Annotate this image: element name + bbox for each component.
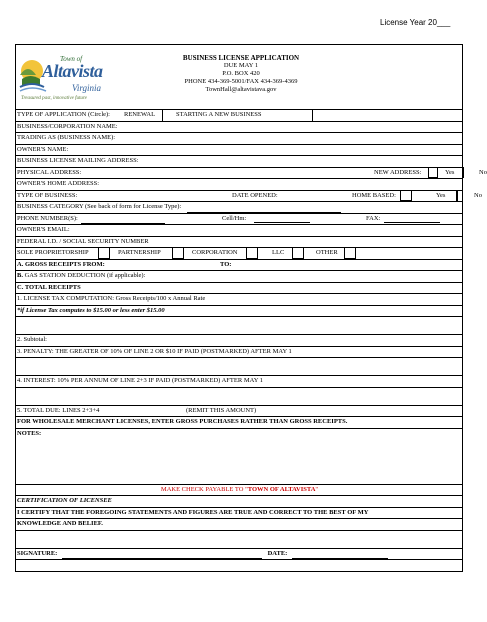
certification-row <box>15 496 463 508</box>
trading-as-row[interactable] <box>15 133 463 145</box>
date-opened-label: DATE OPENED: <box>232 191 278 199</box>
other-checkbox[interactable] <box>344 247 356 259</box>
check-payable-suffix: " <box>315 485 319 493</box>
line5-row[interactable] <box>15 406 463 418</box>
gross-receipts-row[interactable] <box>15 260 463 272</box>
corporation-name-row[interactable] <box>15 122 463 134</box>
divider <box>312 109 313 121</box>
form-header <box>15 44 463 110</box>
owner-name-label: OWNER'S NAME: <box>17 145 69 153</box>
application-type-label: TYPE OF APPLICATION (Circle): <box>17 111 110 118</box>
owner-home-address-row[interactable] <box>15 179 463 191</box>
line1-note-row <box>15 306 463 318</box>
line5-label: 5. TOTAL DUE: LINES 2+3+4 <box>17 406 100 414</box>
divider <box>456 190 458 202</box>
gross-receipts-to-label: TO: <box>220 260 232 268</box>
po-box: P.O. BOX 420 <box>222 70 260 77</box>
owner-email-label: OWNER'S EMAIL: <box>17 226 70 233</box>
home-based-yes: Yes <box>436 191 446 199</box>
wholesale-note: FOR WHOLESALE MERCHANT LICENSES, ENTER GROSS PURCHASES RATHER THAN GROSS RECEIPTS. <box>17 418 348 425</box>
sole-proprietorship-label: SOLE PROPRIETORSHIP <box>17 249 89 256</box>
line1-label: 1. LICENSE TAX COMPUTATION: Gross Receipts/100 x Annual Rate <box>17 295 206 302</box>
home-based-no: No <box>474 191 482 199</box>
application-type-row <box>15 110 463 122</box>
new-business-option[interactable]: STARTING A NEW BUSINESS <box>176 111 262 118</box>
line4-spacer[interactable] <box>15 388 463 406</box>
divider <box>162 109 163 121</box>
certify-text-row-2 <box>15 519 463 531</box>
federal-id-label: FEDERAL I.D. / SOCIAL SECURITY NUMBER <box>17 237 149 245</box>
phone-label: PHONE NUMBER(S): <box>17 214 78 222</box>
owner-home-address-label: OWNER'S HOME ADDRESS: <box>17 180 100 187</box>
owner-name-row[interactable] <box>15 145 463 157</box>
line1-row <box>15 294 463 306</box>
line3-label: 3. PENALTY: THE GREATER OF 10% OF LINE 2 OR $10 IF PAID (POSTMARKED) AFTER MAY 1 <box>17 347 292 355</box>
type-of-business-row <box>15 191 482 203</box>
mailing-address-row[interactable] <box>15 156 463 168</box>
header-text <box>176 54 306 94</box>
certify-text: I CERTIFY THAT THE FOREGOING STATEMENTS AND FIGURES ARE TRUE AND CORRECT TO THE BEST OF MY <box>17 508 369 516</box>
phone-row <box>15 214 463 226</box>
logo-town-of: Town of <box>60 55 83 63</box>
total-receipts-label: C. TOTAL RECEIPTS <box>17 283 81 291</box>
sole-proprietorship-checkbox[interactable] <box>98 247 110 259</box>
phone-fax: PHONE 434-369-5001/FAX 434-369-4369 <box>184 78 298 85</box>
cell-label: Cell/Hm: <box>222 214 247 222</box>
partnership-checkbox[interactable] <box>172 247 184 259</box>
business-category-label: BUSINESS CATEGORY (See back of form for License Type): <box>17 203 182 210</box>
license-year: License Year 20___ <box>380 18 451 27</box>
bottom-spacer <box>15 560 463 572</box>
form-title: BUSINESS LICENSE APPLICATION <box>182 54 300 62</box>
line2-label: 2. Subtotal: <box>17 336 47 343</box>
owner-email-row[interactable] <box>15 225 463 237</box>
corporation-name-label: BUSINESS/CORPORATION NAME: <box>17 122 118 130</box>
line4-row[interactable] <box>15 376 463 388</box>
line4-label: 4. INTEREST: 10% PER ANNUM OF LINE 2+3 IF PAID (POSTMARKED) AFTER MAY 1 <box>17 377 264 384</box>
type-of-business-label: TYPE OF BUSINESS: <box>17 191 78 199</box>
town-email: TownHall@altavistava.gov <box>205 86 277 93</box>
line1-note: *if License Tax computes to $15.00 or less enter $15.00 <box>17 306 165 314</box>
date-line[interactable] <box>292 551 388 559</box>
check-payable-row <box>15 485 463 497</box>
total-receipts-row[interactable] <box>15 283 463 295</box>
line3-row[interactable] <box>15 347 463 359</box>
town-logo <box>18 49 124 107</box>
home-based-label: HOME BASED: <box>352 191 396 199</box>
signature-row <box>15 549 463 561</box>
home-based-checkbox[interactable] <box>400 190 412 202</box>
llc-label: LLC <box>272 249 285 256</box>
certify-spacer <box>15 531 463 549</box>
cell-blank[interactable] <box>254 215 310 223</box>
logo-tagline: Treasured past, innovative future <box>21 96 87 101</box>
notes-row[interactable] <box>15 429 463 485</box>
due-date: DUE MAY 1 <box>223 62 259 69</box>
phone-blank[interactable] <box>81 216 165 224</box>
divider <box>462 167 464 179</box>
remit-label: (REMIT THIS AMOUNT) <box>186 406 257 414</box>
signature-label: SIGNATURE: <box>17 549 58 557</box>
gas-station-label: GAS STATION DEDUCTION (if applicable): <box>22 272 146 279</box>
date-label: DATE: <box>267 549 288 557</box>
gas-station-letter: B. <box>17 272 23 279</box>
new-address-checkbox[interactable] <box>428 167 438 179</box>
gas-station-row[interactable] <box>15 271 463 283</box>
physical-address-label: PHYSICAL ADDRESS: <box>17 168 82 176</box>
line2-row[interactable] <box>15 335 463 347</box>
certification-label: CERTIFICATION OF LICENSEE <box>17 497 112 504</box>
logo-name: Altavista <box>42 61 103 81</box>
fax-blank[interactable] <box>384 215 440 223</box>
notes-label: NOTES: <box>17 429 42 437</box>
entity-type-row <box>15 248 463 260</box>
physical-address-row[interactable] <box>15 168 487 180</box>
business-category-blank <box>187 205 341 213</box>
line3-spacer[interactable] <box>15 358 463 376</box>
certify-text-row <box>15 508 463 520</box>
line1-spacer[interactable] <box>15 317 463 335</box>
corporation-checkbox[interactable] <box>246 247 258 259</box>
partnership-label: PARTNERSHIP <box>118 249 161 256</box>
license-form <box>15 44 487 614</box>
fax-label: FAX: <box>366 214 381 222</box>
other-label: OTHER <box>316 249 338 256</box>
mailing-address-label: BUSINESS LICENSE MAILING ADDRESS: <box>17 157 139 164</box>
llc-checkbox[interactable] <box>292 247 304 259</box>
corporation-label: CORPORATION <box>192 249 238 256</box>
new-address-yes: Yes <box>445 168 455 176</box>
check-payable-prefix: MAKE CHECK PAYABLE TO " <box>160 485 248 493</box>
new-address-no: No <box>479 168 487 176</box>
trading-as-label: TRADING AS (BUSINESS NAME): <box>17 134 116 141</box>
new-address-label: NEW ADDRESS: <box>374 168 422 176</box>
business-category-row[interactable] <box>15 202 463 214</box>
logo-state: Virginia <box>72 83 101 93</box>
renewal-option[interactable]: RENEWAL <box>124 111 156 118</box>
federal-id-row[interactable] <box>15 237 463 249</box>
signature-line[interactable] <box>62 551 262 559</box>
gross-receipts-label: A. GROSS RECEIPTS FROM: <box>17 260 105 268</box>
wholesale-note-row <box>15 417 463 429</box>
check-payable-name: TOWN OF ALTAVISTA <box>247 485 316 493</box>
certify-text-2: KNOWLEDGE AND BELIEF. <box>17 520 103 527</box>
